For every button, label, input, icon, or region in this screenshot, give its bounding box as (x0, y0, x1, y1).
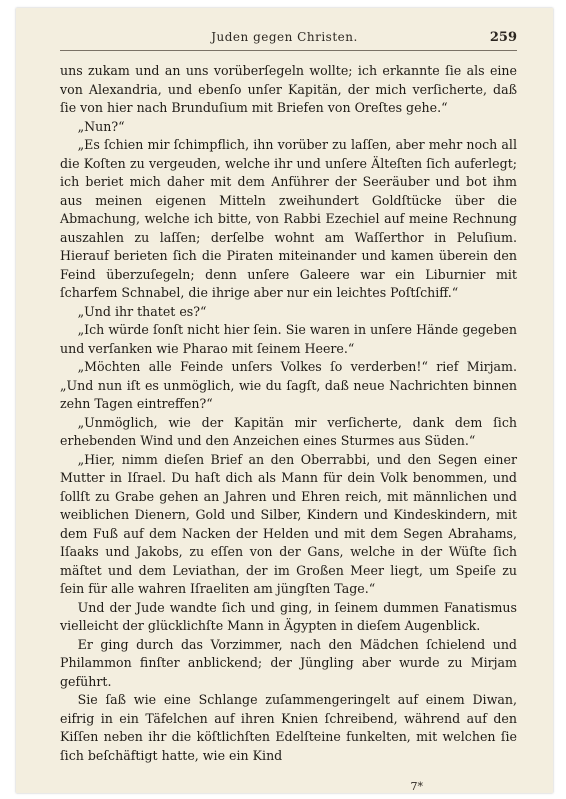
paragraph: „Nun?“ (77, 118, 125, 134)
paragraph: „Es ſchien mir ſchimpflich, ihn vorüber zu laſſen, aber mehr noch all die Koſten zu vergeuden, welche ihr und unſere Älteſten ſich auferlegt; ich beriet mich daher mit dem Anführer der Seeräuber und bot ihm aus meinen eigenen Mitteln zweihundert Goldſtücke über die Abmachung, welche ich bitte, von Rabbi Ezechiel auf meine Rechnung auszahlen zu laſſen; derſelbe wohnt am Waſſerthor in Peluſium. Hierauf berieten ſich die Piraten miteinander und kamen überein den Feind überzuſegeln; denn unſere Galeere war ein Liburnier mit ſcharfem Schnabel, die ihrige aber nur ein leichtes Poſtſchiff.“ (60, 137, 517, 300)
paragraph: Er ging durch das Vorzimmer, nach den Mädchen ſchielend und Philammon finſter anblickend; der Jüngling aber wurde zu Mirjam geführt. (60, 636, 517, 689)
page-header (16, 30, 553, 48)
body-text (60, 62, 517, 765)
paragraph: Sie ſaß wie eine Schlange zuſammengeringelt auf einem Diwan, eifrig in ein Täfelchen auf ihren Knien ſchreibend, während auf den Kiſſen neben ihr die köſtlichſten Edelſteine funkelten, mit welchen ſie ſich beſchäftigt hatte, wie ein Kind (60, 692, 517, 763)
paragraph: „Und ihr thatet es?“ (77, 303, 207, 319)
book-page (16, 8, 553, 793)
paragraph: Und der Jude wandte ſich und ging, in ſeinem dummen Fanatismus vielleicht der glücklichſte Mann in Ägypten in dieſem Augenblick. (60, 599, 517, 633)
paragraph: „Möchten alle Feinde unſers Volkes ſo verderben!“ rief Mirjam. „Und nun iſt es unmöglich, wie du ſagſt, daß neue Nachrichten binnen zehn Tagen eintreffen?“ (60, 359, 517, 411)
paragraph: uns zukam und an uns vorüberſegeln wollte; ich erkannte ſie als eine von Alexandria, und ebenſo unſer Kapitän, der mich verſicherte, daß ſie von hier nach Brunduſium mit Briefen von Oreſtes gehe.“ (60, 63, 517, 115)
paragraph: „Unmöglich, wie der Kapitän mir verſicherte, dank dem ſich erhebenden Wind und den Anzeichen eines Sturmes aus Süden.“ (60, 414, 517, 448)
header-rule (60, 50, 517, 51)
running-title: Juden gegen Christen. (211, 30, 358, 44)
page-number: 259 (489, 30, 517, 45)
paragraph: „Hier, nimm dieſen Brief an den Oberrabbi, und den Segen einer Mutter in Iſrael. Du haſt dich als Mann für dein Volk benommen, und ſollſt zu Grabe gehen an Jahren und Ehren reich, mit männlichen und weiblichen Dienern, Gold und Silber, Kindern und Kindeskindern, mit dem Fuß auf dem Nacken der Helden und mit dem Segen Abrahams, Iſaaks und Jakobs, zu eſſen von der Gans, welche in der Wüſte ſich mäſtet und dem Leviathan, der im Großen Meer liegt, um Speiſe zu ſein für alle wahren Iſraeliten am jüngſten Tage.“ (60, 451, 517, 596)
paragraph: „Ich würde ſonſt nicht hier ſein. Sie waren in unſere Hände gegeben und verſanken wie Pharao mit ſeinem Heere.“ (60, 322, 517, 356)
signature-mark: 7* (410, 780, 423, 793)
